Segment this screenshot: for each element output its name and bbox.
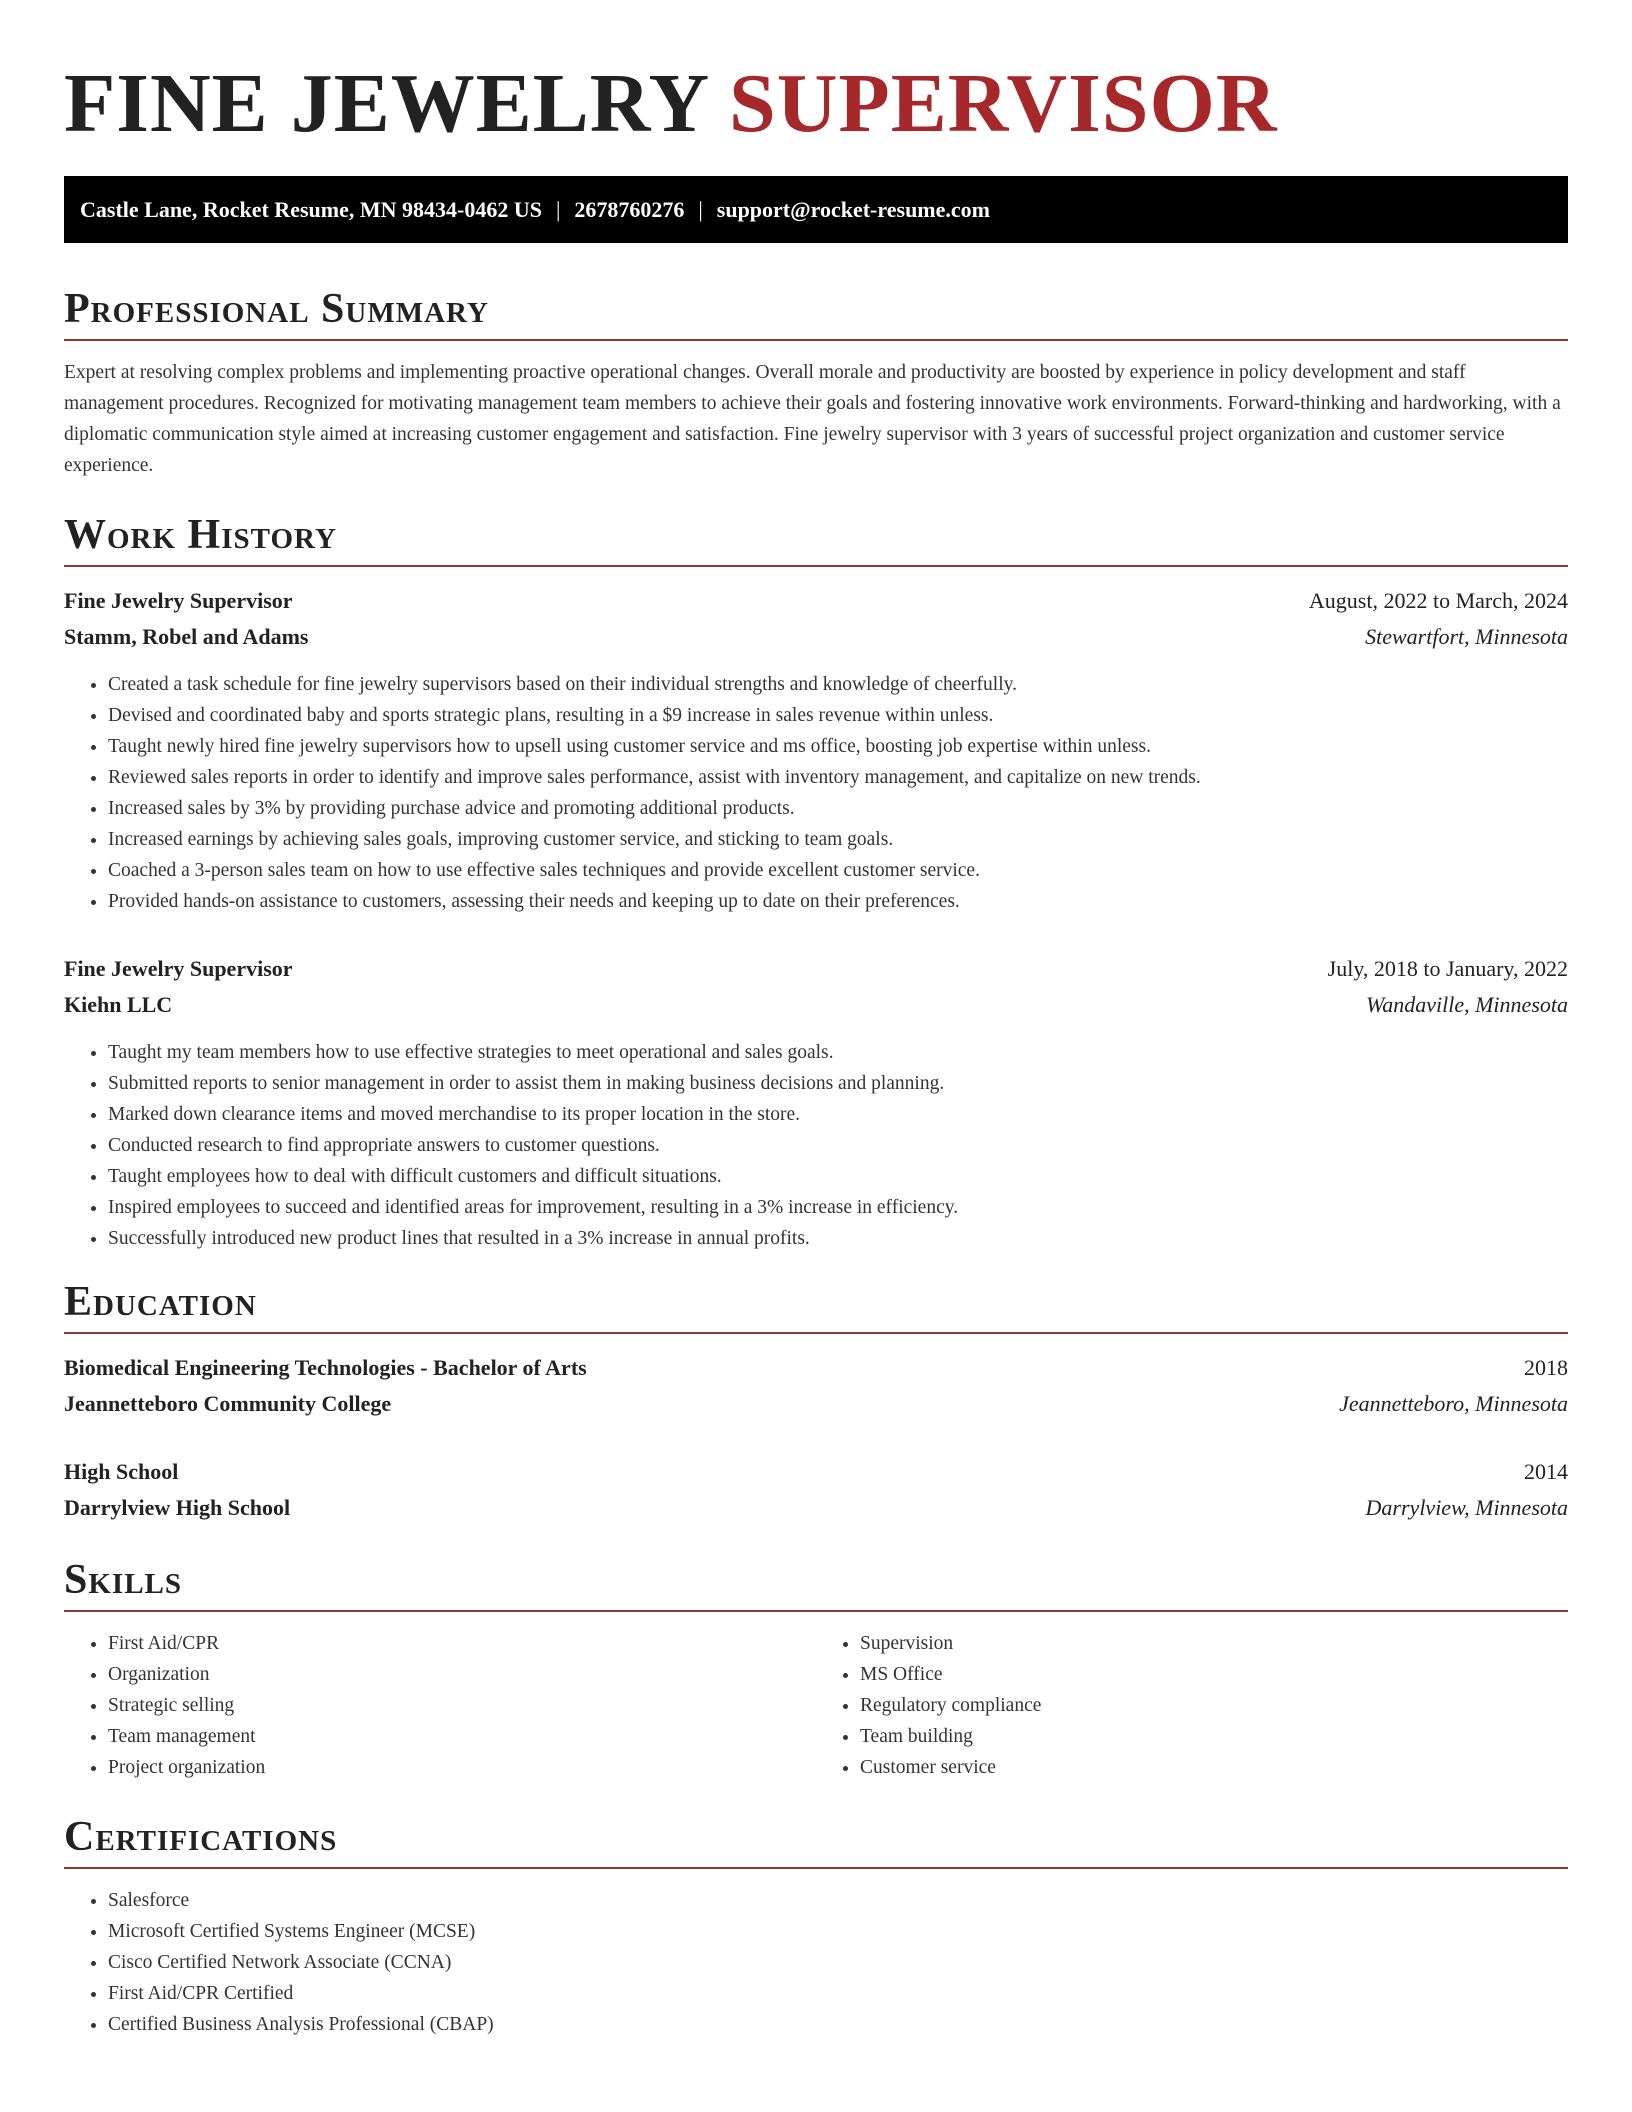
list-item: • Taught employees how to deal with difficult customers and difficult situations. (108, 1161, 1568, 1192)
title-accent: SUPERVISOR (729, 57, 1278, 150)
education-school: Darrylview High School (64, 1495, 291, 1520)
skill-item: • Strategic selling (108, 1690, 816, 1721)
summary-text: Expert at resolving complex problems and implementing proactive operational changes. Overall morale and productivity are boosted by experience in policy development and staff management procedures. Recognized for motivating management team members to achieve their goals and fostering innovative work environments. Forward-thinking and hardworking, with a diplomatic communication style aimed at increasing customer engagement and satisfaction. Fine jewelry supervisor with 3 years of successful project organization and customer service experience. (64, 362, 1561, 476)
job-company-row (64, 619, 1568, 655)
skill-item: • Project organization (108, 1752, 816, 1783)
skill-item: • Supervision (860, 1628, 1568, 1659)
skills-list-left (64, 1628, 816, 1783)
contact-address: Castle Lane, Rocket Resume, MN 98434-0462 US (80, 197, 542, 222)
section-divider (64, 1332, 1568, 1334)
list-item: • Successfully introduced new product lines that resulted in a 3% increase in annual profits. (108, 1223, 1568, 1254)
list-item: • Devised and coordinated baby and sports strategic plans, resulting in a $9 increase in sales revenue within unless. (108, 700, 1568, 731)
job-location: Wandaville, Minnesota (1365, 992, 1568, 1017)
section-title-summary: Professional Summary (64, 286, 489, 332)
work-section (64, 507, 1568, 1254)
contact-phone: 2678760276 (574, 197, 685, 222)
skill-item: • First Aid/CPR (108, 1628, 816, 1659)
list-item: • Increased earnings by achieving sales goals, improving customer service, and sticking to team goals. (108, 824, 1568, 855)
certifications-section (64, 1809, 1568, 2040)
skill-item: • Regulatory compliance (860, 1690, 1568, 1721)
education-year: 2014 (1524, 1459, 1568, 1484)
job-company: Stamm, Robel and Adams (64, 624, 309, 649)
skill-item: • Team management (108, 1721, 816, 1752)
certification-item: • Microsoft Certified Systems Engineer (MCSE) (108, 1916, 1568, 1947)
section-title-education: Education (64, 1279, 257, 1325)
education-school-row (64, 1386, 1568, 1422)
education-school-row (64, 1490, 1568, 1526)
education-location: Jeannetteboro, Minnesota (1339, 1391, 1568, 1416)
list-item: • Conducted research to find appropriate answers to customer questions. (108, 1130, 1568, 1161)
certification-item: • First Aid/CPR Certified (108, 1978, 1568, 2009)
skills-list-right (816, 1628, 1568, 1783)
education-entry (64, 1350, 1568, 1422)
list-item: • Coached a 3-person sales team on how to use effective sales techniques and provide excellent customer service. (108, 855, 1568, 886)
section-divider (64, 1867, 1568, 1869)
certification-item: • Cisco Certified Network Associate (CCNA) (108, 1947, 1568, 1978)
section-divider (64, 1610, 1568, 1612)
skill-item: • Customer service (860, 1752, 1568, 1783)
list-item: • Inspired employees to succeed and identified areas for improvement, resulting in a 3% increase in efficiency. (108, 1192, 1568, 1223)
section-divider (64, 339, 1568, 341)
education-location: Darrylview, Minnesota (1365, 1495, 1568, 1520)
resume-title (64, 0, 1568, 176)
education-degree-row (64, 1454, 1568, 1490)
list-item: • Taught newly hired fine jewelry supervisors how to upsell using customer service and ms office, boosting job expertise within unless. (108, 731, 1568, 762)
section-title-skills: Skills (64, 1557, 183, 1603)
education-school: Jeannetteboro Community College (64, 1391, 392, 1416)
title-primary: FINE JEWELRY (64, 57, 708, 150)
contact-bar (64, 176, 1568, 243)
list-item: • Provided hands-on assistance to customers, assessing their needs and keeping up to date on their preferences. (108, 886, 1568, 917)
job-entry (64, 951, 1568, 1254)
list-item: • Created a task schedule for fine jewelry supervisors based on their individual strengths and knowledge of cheerfully. (108, 669, 1568, 700)
job-dates: August, 2022 to March, 2024 (1308, 588, 1568, 613)
education-year: 2018 (1524, 1355, 1568, 1380)
education-section (64, 1274, 1568, 1526)
job-entry (64, 583, 1568, 917)
section-title-work: Work History (64, 512, 337, 558)
list-item: • Marked down clearance items and moved merchandise to its proper location in the store. (108, 1099, 1568, 1130)
job-header-row (64, 951, 1568, 987)
list-item: • Submitted reports to senior management in order to assist them in making business decisions and planning. (108, 1068, 1568, 1099)
job-location: Stewartfort, Minnesota (1365, 624, 1568, 649)
education-degree: High School (64, 1459, 179, 1484)
education-entry (64, 1454, 1568, 1526)
certification-item: • Salesforce (108, 1885, 1568, 1916)
education-degree: Biomedical Engineering Technologies - Bachelor of Arts (64, 1355, 587, 1380)
contact-separator: | (555, 197, 561, 222)
skill-item: • Team building (860, 1721, 1568, 1752)
skills-section (64, 1552, 1568, 1783)
education-degree-row (64, 1350, 1568, 1386)
skill-item: • Organization (108, 1659, 816, 1690)
certification-item: • Certified Business Analysis Professional (CBAP) (108, 2009, 1568, 2040)
job-header-row (64, 583, 1568, 619)
job-company-row (64, 987, 1568, 1023)
job-bullets (64, 669, 1568, 917)
skill-item: • MS Office (860, 1659, 1568, 1690)
summary-section (64, 281, 1568, 481)
job-company: Kiehn LLC (64, 992, 173, 1017)
job-role: Fine Jewelry Supervisor (64, 588, 293, 613)
job-bullets (64, 1037, 1568, 1254)
skills-columns (64, 1628, 1568, 1783)
job-dates: July, 2018 to January, 2022 (1327, 956, 1568, 981)
certifications-list (64, 1885, 1568, 2040)
list-item: • Reviewed sales reports in order to identify and improve sales performance, assist with inventory management, and capitalize on new trends. (108, 762, 1568, 793)
contact-separator: | (698, 197, 703, 222)
section-divider (64, 565, 1568, 567)
contact-email[interactable]: support@rocket-resume.com (716, 197, 990, 222)
list-item: • Increased sales by 3% by providing purchase advice and promoting additional products. (108, 793, 1568, 824)
section-title-certifications: Certifications (64, 1814, 338, 1860)
job-role: Fine Jewelry Supervisor (64, 956, 293, 981)
list-item: • Taught my team members how to use effective strategies to meet operational and sales goals. (108, 1037, 1568, 1068)
